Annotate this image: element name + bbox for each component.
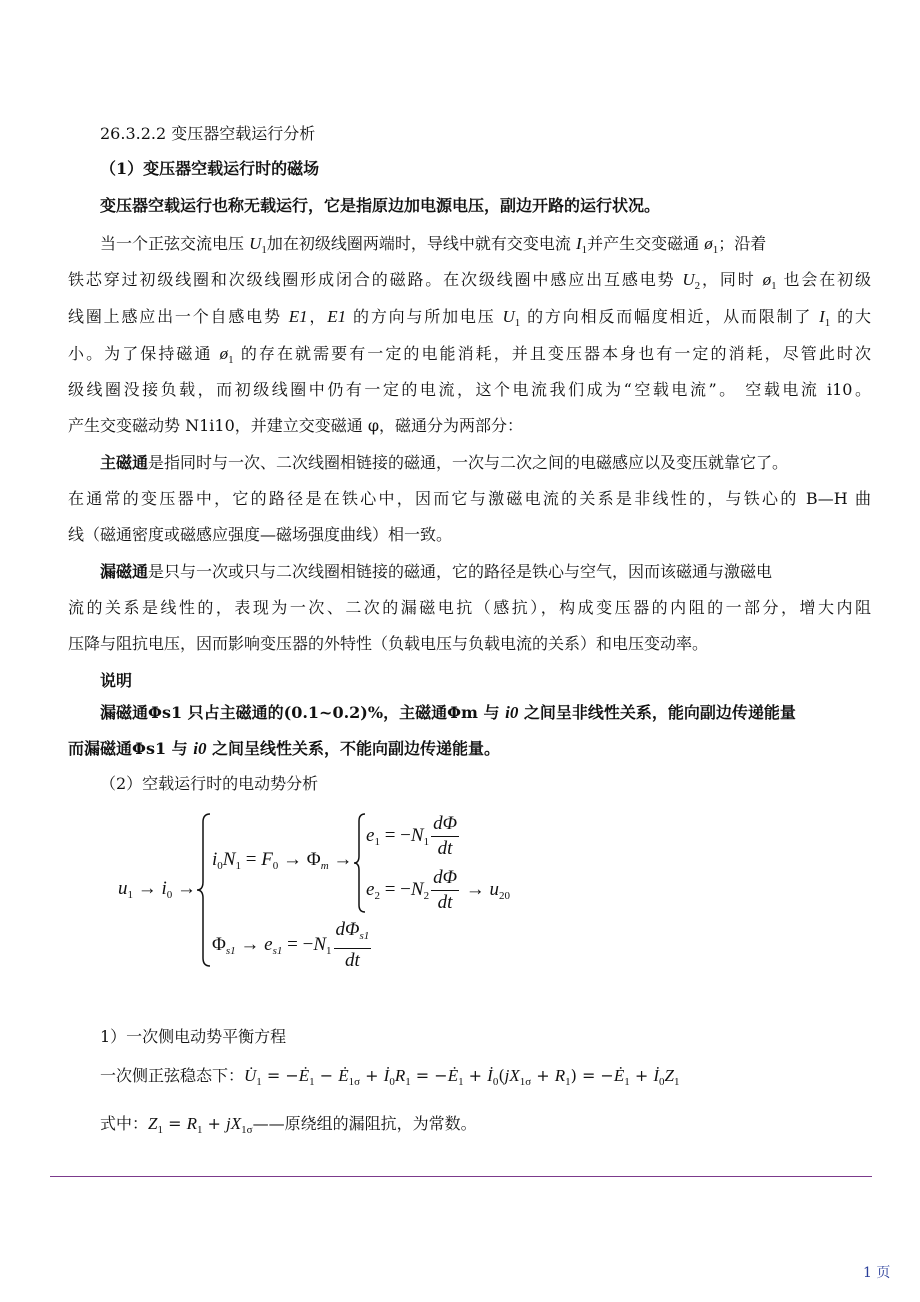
subscript: 1 — [326, 944, 332, 957]
text-line — [100, 774, 318, 794]
operator: = − — [379, 824, 411, 846]
text-run: （1）变压器空载运行时的磁场 — [100, 159, 320, 178]
symbol-base: U̇ — [244, 1066, 257, 1085]
text-run: 也会在初级 — [776, 270, 871, 289]
subscript: 0 — [166, 889, 173, 901]
math-symbol — [338, 1066, 361, 1088]
symbol: N — [313, 933, 327, 955]
fraction — [334, 918, 372, 973]
symbol-base: ø — [219, 344, 229, 363]
symbol-base: U — [502, 307, 515, 326]
text-run: − — [314, 1066, 339, 1085]
symbol: Φ — [212, 933, 226, 955]
text-line — [100, 124, 315, 144]
operator: = — [240, 849, 262, 870]
subscript: 1 — [565, 1076, 571, 1088]
text-run: ——原绕组的漏阻抗，为常数。 — [252, 1114, 477, 1133]
text-run: 当一个正弦交流电压 — [100, 234, 250, 253]
text-run: 小。为了保持磁通 — [68, 344, 220, 363]
symbol-base: E1 — [288, 307, 308, 326]
text-run: 的大 — [830, 307, 871, 326]
text-line — [100, 196, 660, 216]
denominator: dt — [437, 892, 453, 913]
numerator: dΦ — [431, 866, 459, 891]
symbol: F — [261, 849, 273, 870]
numerator — [334, 918, 372, 949]
text-run: 铁芯穿过初级线圈和次级线圈形成闭合的磁路。在次级线圈中感应出互感电势 — [68, 270, 683, 289]
symbol: e — [366, 878, 375, 900]
symbol-base: Ė — [298, 1066, 310, 1085]
text-line — [100, 703, 796, 723]
subscript: 1 — [196, 1124, 203, 1136]
text-run: 变压器空载运行也称无载运行，它是指原边加电源电压，副边开路的运行状况。 — [100, 196, 661, 215]
e2-equation — [366, 866, 510, 915]
text-run: + — [629, 1066, 654, 1085]
symbol-base: R — [186, 1114, 197, 1133]
math-symbol — [193, 739, 206, 758]
symbol-base: I — [575, 234, 582, 253]
math-symbol — [447, 1066, 464, 1088]
math-symbol — [613, 1066, 630, 1088]
symbol-base: ø — [704, 234, 713, 253]
arrow: → — [461, 878, 490, 900]
denominator: dt — [437, 838, 453, 859]
denominator: dt — [345, 950, 360, 971]
subscript: s1 — [225, 944, 236, 957]
text-run: 漏磁通Φs1 只占主磁通的(0.1~0.2)%，主磁通Φm 与 — [100, 703, 506, 722]
symbol: i — [161, 878, 167, 899]
text-run: + — [463, 1066, 488, 1085]
math-symbol — [504, 1066, 532, 1088]
text-run: 26.3.2.2 变压器空载运行分析 — [100, 124, 316, 143]
text-run: 的存在就需要有一定的电能消耗，并且变压器本身也有一定的消耗，尽管此时次 — [233, 344, 871, 363]
symbol: i — [212, 849, 218, 870]
text-run: 线（磁通密度或磁感应强度—磁场强度曲线）相一致。 — [68, 525, 453, 544]
symbol: Φ — [306, 849, 321, 870]
text-run: = − — [410, 1066, 448, 1085]
text-run: 式中： — [100, 1114, 149, 1133]
text-line — [68, 344, 871, 370]
subscript: 1 — [423, 835, 430, 848]
subscript: 1 — [514, 317, 521, 329]
symbol-base: Z — [664, 1066, 674, 1085]
math-symbol — [327, 307, 346, 326]
text-run: ；沿着 — [718, 234, 767, 253]
subscript: 1σ — [519, 1076, 532, 1088]
subscript: 1 — [712, 244, 719, 256]
footer-divider — [50, 1176, 872, 1177]
text-line — [68, 270, 871, 296]
fraction — [431, 866, 459, 915]
text-run: 的方向相反而幅度相近，从而限制了 — [520, 307, 820, 326]
subscript: 1 — [235, 860, 241, 872]
math-symbol — [249, 234, 267, 256]
symbol: N — [410, 878, 424, 900]
right-brace — [353, 812, 367, 914]
subscript: 1 — [157, 1124, 163, 1136]
subscript: 0 — [658, 1076, 665, 1088]
text-run: 在通常的变压器中，它的路径是在铁心中，因而它与激磁电流的关系是非线性的，与铁心的 B—H 曲 — [68, 489, 871, 508]
text-run: 是指同时与一次、二次线圈相链接的磁通，一次与二次之间的电磁感应以及变压就靠它了。 — [148, 453, 789, 472]
subscript: 1 — [405, 1076, 411, 1088]
subscript: 1 — [309, 1076, 315, 1088]
math-symbol — [762, 270, 777, 292]
text-line — [68, 525, 452, 545]
subscript: 1 — [458, 1076, 464, 1088]
subscript: s1 — [359, 930, 370, 942]
bold-term: 主磁通 — [100, 453, 149, 472]
text-run: 线圈上感应出一个自感电势 — [68, 307, 289, 326]
text-run: 的方向与所加电压 — [346, 307, 503, 326]
math-symbol — [487, 1066, 499, 1088]
text-line — [100, 234, 766, 260]
math-symbol — [505, 703, 518, 722]
text-line — [68, 598, 871, 618]
text-run: 之间呈线性关系，不能向副边传递能量。 — [206, 739, 501, 758]
text-line — [68, 307, 871, 333]
symbol: e — [366, 824, 375, 846]
symbol-base: U — [249, 234, 262, 253]
symbol-base: i0 — [193, 739, 207, 758]
subscript: 0 — [389, 1076, 395, 1088]
text-run: = — [162, 1114, 187, 1133]
math-symbol — [554, 1066, 571, 1088]
numerator: dΦ — [431, 812, 459, 837]
math-symbol — [575, 234, 588, 256]
symbol-base: İ — [487, 1066, 493, 1085]
subscript: 1σ — [241, 1124, 253, 1136]
symbol-base: İ — [653, 1066, 659, 1085]
symbol-base: Ė — [447, 1066, 459, 1085]
diagram-input — [118, 878, 196, 901]
bold-term: 漏磁通 — [100, 562, 149, 581]
symbol-base: I — [819, 307, 825, 326]
text-line — [68, 380, 871, 400]
page-number: 1 页 — [863, 1265, 891, 1281]
text-line — [68, 634, 708, 654]
fraction — [431, 812, 459, 861]
text-run: 级线圈没接负载，而初级线圈中仍有一定的电流，这个电流我们成为“空载电流”。 空载电流 i10。 — [68, 380, 871, 399]
subscript: 0 — [492, 1076, 499, 1088]
leakage-equation — [212, 918, 373, 973]
math-symbol — [819, 307, 831, 329]
text-line — [100, 453, 788, 473]
math-symbol — [682, 270, 701, 292]
text-run: 流的关系是线性的，表现为一次、二次的漏磁电抗（感抗），构成变压器的内阻的一部分，增大内阻 — [68, 598, 871, 617]
symbol-base: R — [554, 1066, 566, 1085]
text-line — [100, 1066, 679, 1092]
text-line — [100, 671, 132, 691]
symbol: u — [118, 878, 128, 899]
arrow: → — [172, 878, 197, 899]
text-run: 加在初级线圈两端时，导线中就有交变电流 — [266, 234, 576, 253]
arrow: → — [235, 933, 265, 955]
math-symbol — [298, 1066, 315, 1088]
text-line — [68, 416, 523, 436]
text-run: 一次侧正弦稳态下： — [100, 1066, 245, 1085]
subscript: 2 — [694, 280, 701, 292]
math-symbol — [226, 1114, 253, 1136]
text-run: + — [531, 1066, 555, 1085]
subscript: 1 — [261, 244, 267, 256]
subscript: 2 — [423, 889, 430, 902]
subscript: 20 — [499, 889, 511, 902]
text-line — [100, 1027, 286, 1047]
text-run: 之间呈非线性关系，能向副边传递能量 — [518, 703, 796, 722]
arrow: → — [133, 878, 162, 899]
text-run: ，同时 — [700, 270, 763, 289]
math-symbol — [664, 1066, 680, 1088]
math-symbol — [289, 307, 308, 326]
left-brace — [196, 812, 212, 968]
subscript: 2 — [374, 889, 380, 902]
symbol: e — [264, 933, 273, 955]
arrow: → — [278, 849, 307, 870]
text-line — [100, 1114, 477, 1140]
operator: = − — [379, 878, 411, 900]
symbol-base: Z — [148, 1114, 158, 1133]
symbol-base: Ė — [613, 1066, 625, 1085]
text-run: ( — [498, 1066, 505, 1085]
subscript: 1 — [624, 1076, 630, 1088]
text-run: = − — [261, 1066, 299, 1085]
subscript: 1 — [256, 1076, 262, 1088]
subscript: 1 — [771, 280, 777, 292]
text-line — [100, 159, 319, 179]
symbol: N — [222, 849, 236, 870]
text-line — [68, 489, 871, 509]
text-run: ， — [307, 307, 328, 326]
text-run: 而漏磁通Φs1 与 — [68, 739, 194, 758]
math-symbol — [219, 344, 234, 366]
text-run: 产生交变磁动势 N1i10，并建立交变磁通 φ，磁通分为两部分： — [68, 416, 524, 435]
subscript: s1 — [272, 944, 283, 957]
math-symbol — [148, 1114, 163, 1136]
math-symbol — [502, 307, 521, 329]
subscript: 1 — [127, 889, 133, 901]
e1-equation — [366, 812, 461, 861]
subscript: 1 — [673, 1076, 680, 1088]
subscript: 1σ — [348, 1076, 361, 1088]
text-run: 压降与阻抗电压，因而影响变压器的外特性（负载电压与负载电流的关系）和电压变动率。 — [68, 634, 709, 653]
symbol: u — [489, 878, 500, 900]
math-symbol — [653, 1066, 665, 1088]
symbol-base: R — [394, 1066, 406, 1085]
text-run: 1）一次侧电动势平衡方程 — [100, 1027, 287, 1046]
text-line — [100, 562, 772, 582]
symbol-base: jX — [226, 1114, 242, 1133]
operator: = − — [282, 933, 314, 955]
subscript: 1 — [374, 835, 380, 848]
symbol: N — [410, 824, 424, 846]
symbol-base: İ — [383, 1066, 390, 1085]
math-symbol — [704, 234, 719, 256]
text-run: + — [360, 1066, 384, 1085]
diagram-main-flux — [212, 849, 352, 872]
arrow: → — [328, 849, 353, 870]
math-symbol — [394, 1066, 411, 1088]
text-run: （2）空载运行时的电动势分析 — [100, 774, 319, 793]
text-line — [68, 739, 500, 759]
math-symbol — [186, 1114, 203, 1136]
text-run: + — [202, 1114, 227, 1133]
subscript: 0 — [217, 860, 223, 872]
math-symbol — [244, 1066, 262, 1088]
symbol-base: Ė — [338, 1066, 349, 1085]
symbol-base: U — [682, 270, 695, 289]
text-run: 并产生交变磁通 — [587, 234, 705, 253]
math-symbol — [383, 1066, 395, 1088]
text-run: 说明 — [100, 671, 133, 690]
subscript: 1 — [581, 244, 588, 256]
symbol-base: ø — [762, 270, 772, 289]
text-run: ) = − — [570, 1066, 614, 1085]
symbol-base: E1 — [327, 307, 347, 326]
numerator-text: dΦ — [335, 919, 360, 940]
subscript: m — [320, 860, 329, 872]
subscript: 1 — [228, 354, 234, 366]
symbol-base: i0 — [505, 703, 519, 722]
text-run: 是只与一次或只与二次线圈相链接的磁通，它的路径是铁心与空气，因而该磁通与激磁电 — [148, 562, 773, 581]
symbol-base: jX — [504, 1066, 520, 1085]
subscript: 1 — [824, 317, 831, 329]
subscript: 0 — [272, 860, 279, 872]
